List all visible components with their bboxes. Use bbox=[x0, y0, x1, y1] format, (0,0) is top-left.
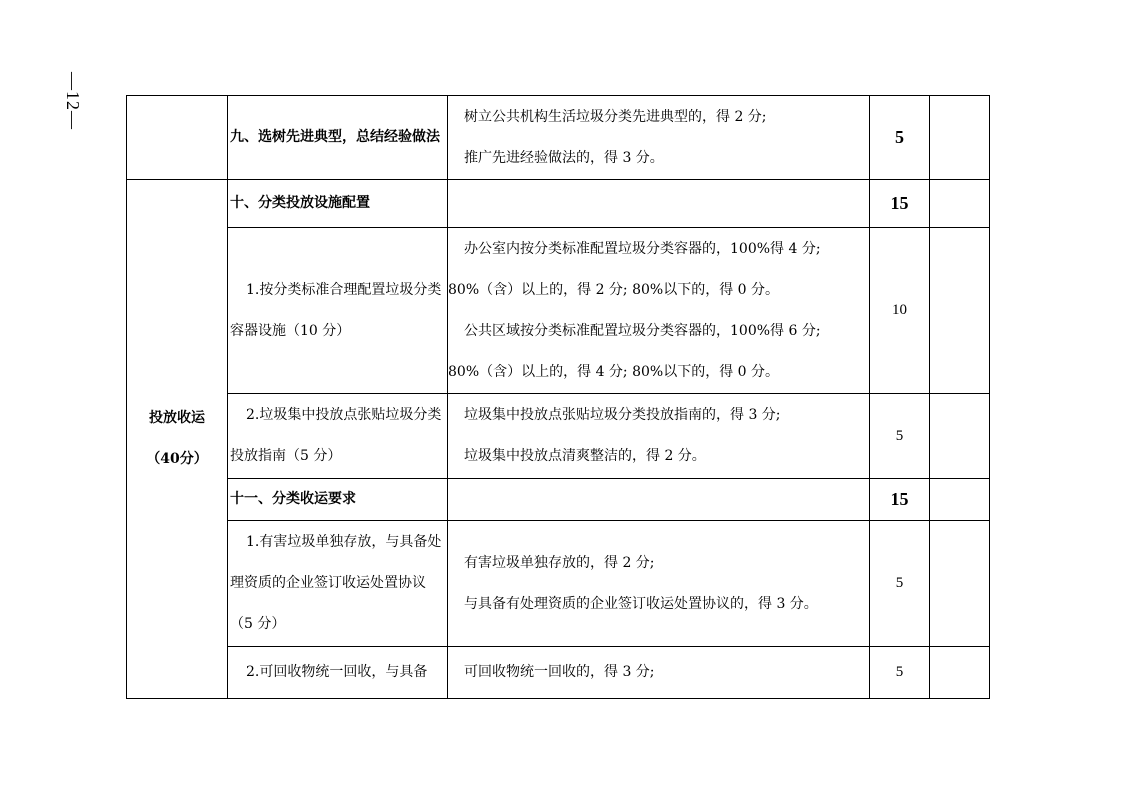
criteria-cell bbox=[448, 394, 870, 479]
criteria-cell bbox=[448, 228, 870, 394]
score-cell: 5 bbox=[870, 394, 930, 479]
item-cell bbox=[228, 521, 448, 647]
remark-cell bbox=[930, 96, 990, 180]
criteria-cell bbox=[448, 647, 870, 699]
table-row bbox=[127, 180, 990, 228]
criteria-line: 垃圾集中投放点张贴垃圾分类投放指南的，得 3 分; bbox=[464, 407, 781, 423]
criteria-line: 可回收物统一回收的，得 3 分; bbox=[464, 664, 655, 680]
table-row bbox=[127, 479, 990, 521]
criteria-line: 垃圾集中投放点清爽整洁的，得 2 分。 bbox=[464, 448, 706, 464]
scoring-table bbox=[126, 95, 990, 699]
item-text: 十、分类投放设施配置 bbox=[230, 195, 370, 211]
item-cell bbox=[228, 479, 448, 521]
category-points: （40分） bbox=[146, 451, 208, 467]
criteria-cell bbox=[448, 479, 870, 521]
remark-cell bbox=[930, 180, 990, 228]
remark-cell bbox=[930, 647, 990, 699]
remark-cell bbox=[930, 479, 990, 521]
criteria-line: 公共区域按分类标准配置垃圾分类容器的，100%得 6 分; bbox=[464, 322, 821, 339]
item-cell bbox=[228, 394, 448, 479]
item-text: 2.垃圾集中投放点张贴垃圾分类投放指南（5 分） bbox=[230, 407, 442, 464]
category-cell bbox=[127, 180, 228, 699]
item-cell bbox=[228, 96, 448, 180]
item-text: 2.可回收物统一回收，与具备 bbox=[246, 664, 428, 680]
criteria-line: 与具备有处理资质的企业签订收运处置协议的，得 3 分。 bbox=[464, 595, 818, 612]
criteria-line: 80%（含）以上的，得 4 分; 80%以下的，得 0 分。 bbox=[448, 363, 780, 380]
category-name: 投放收运 bbox=[149, 410, 205, 426]
criteria-cell bbox=[448, 180, 870, 228]
table-row bbox=[127, 521, 990, 647]
item-text: 九、选树先进典型，总结经验做法 bbox=[230, 129, 440, 145]
remark-cell bbox=[930, 228, 990, 394]
item-text: 1.有害垃圾单独存放，与具备处理资质的企业签订收运处置协议（5 分） bbox=[230, 534, 442, 632]
score-cell: 10 bbox=[870, 228, 930, 394]
table-row bbox=[127, 394, 990, 479]
page-number: —12— bbox=[63, 72, 83, 130]
item-cell bbox=[228, 180, 448, 228]
item-cell bbox=[228, 228, 448, 394]
category-cell-empty bbox=[127, 96, 228, 180]
item-text: 1.按分类标准合理配置垃圾分类容器设施（10 分） bbox=[230, 281, 442, 339]
criteria-cell bbox=[448, 521, 870, 647]
criteria-line: 办公室内按分类标准配置垃圾分类容器的，100%得 4 分; bbox=[464, 240, 821, 257]
criteria-line: 80%（含）以上的，得 2 分; 80%以下的，得 0 分。 bbox=[448, 281, 780, 298]
remark-cell bbox=[930, 521, 990, 647]
table-row bbox=[127, 647, 990, 699]
score-cell: 15 bbox=[870, 479, 930, 521]
criteria-line: 有害垃圾单独存放的，得 2 分; bbox=[464, 554, 655, 571]
score-cell: 5 bbox=[870, 521, 930, 647]
item-cell bbox=[228, 647, 448, 699]
score-cell: 15 bbox=[870, 180, 930, 228]
table-row bbox=[127, 228, 990, 394]
item-text: 十一、分类收运要求 bbox=[230, 491, 356, 507]
remark-cell bbox=[930, 394, 990, 479]
criteria-line: 树立公共机构生活垃圾分类先进典型的，得 2 分; bbox=[464, 108, 767, 125]
criteria-line: 推广先进经验做法的，得 3 分。 bbox=[464, 149, 664, 166]
table-row bbox=[127, 96, 990, 180]
score-cell: 5 bbox=[870, 647, 930, 699]
score-cell: 5 bbox=[870, 96, 930, 180]
criteria-cell bbox=[448, 96, 870, 180]
